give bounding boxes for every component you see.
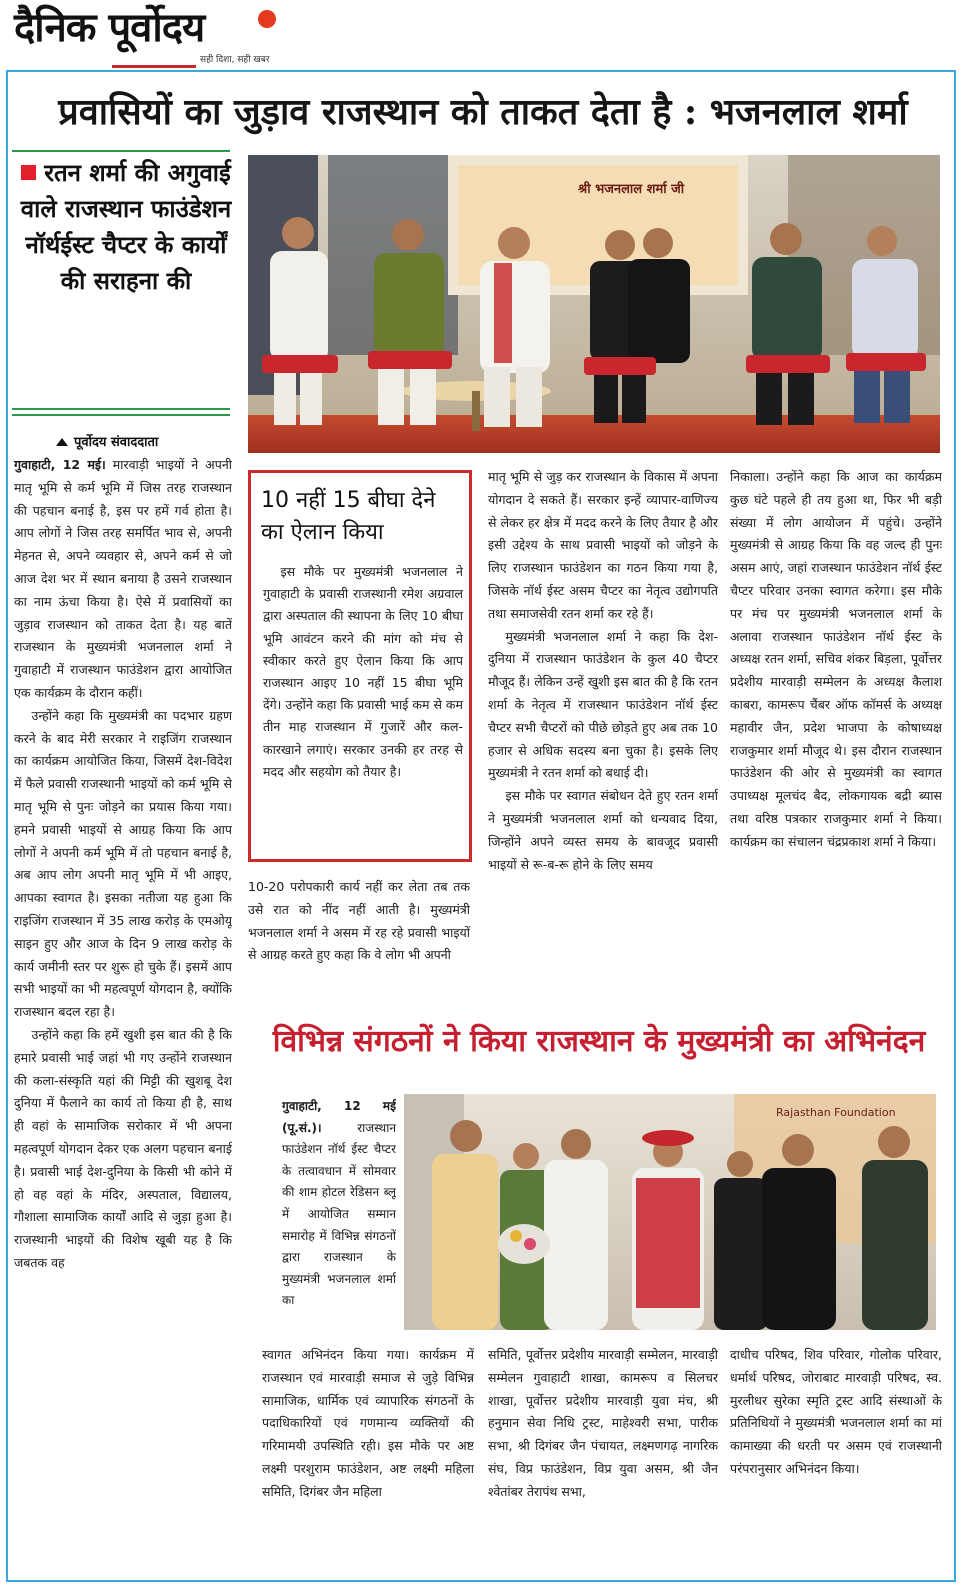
paragraph <box>14 454 232 705</box>
paragraph: इस मौके पर स्वागत संबोधन देते हुए रतन शर्मा ने मुख्यमंत्री भजनलाल शर्मा को धन्यवाद दिया, जिन्होंने अपने व्यस्त समय के बावजूद प्रवासी भाइयों से रू-ब-रू होने के लिए समय <box>488 788 718 872</box>
byline-triangle-icon <box>56 438 68 446</box>
byline-text: पूर्वोदय संवाददाता <box>74 435 159 450</box>
boxed-story <box>248 470 472 862</box>
article2-column-3 <box>730 1344 942 1576</box>
byline <box>56 432 158 450</box>
main-headline: प्रवासियों का जुड़ाव राजस्थान को ताकत देता है : भजनलाल शर्मा <box>58 91 908 133</box>
deck-text: रतन शर्मा की अगुवाई वाले राजस्थान फाउंडेशन नॉर्थईस्ट चैप्टर के कार्यों की सराहना की <box>20 158 232 295</box>
paragraph: 10-20 परोपकारी कार्य नहीं कर लेता तब तक उसे रात को नींद नहीं आती है। मुख्यमंत्री भजनलाल शर्मा ने असम में रह रहे प्रवासी भाइयों से आग्रह करते हुए कहा कि वे लोग भी अपनी <box>248 879 470 963</box>
deck-rule-bottom-2 <box>12 414 230 416</box>
article2-column-1 <box>262 1344 474 1576</box>
paragraph: समिति, पूर्वोत्तर प्रदेशीय मारवाड़ी सम्मेलन, मारवाड़ी सम्मेलन गुवाहाटी शाखा, कामरूप व सिलचर शाखा, पूर्वोत्तर प्रदेशीय मारवाड़ी युवा मंच, श्री हनुमान सेवा निधि ट्रस्ट, माहेश्वरी सभा, पारीक सभा, श्री दिगंबर जैन पंचायत, लक्ष्मणगढ़ नागरिक संघ, विप्र फाउंडेशन, विप्र युवा असम, श्री जैन श्वेतांबर तेरापंथ सभा, <box>488 1347 718 1499</box>
article1-column-2 <box>248 876 470 998</box>
paragraph: इस मौके पर मुख्यमंत्री भजनलाल ने गुवाहाटी के प्रवासी राजस्थानी रमेश अग्रवाल द्वारा अस्पताल की स्थापना के लिए 10 बीघा भूमि आवंटन करने की मांग को मंच से स्वीकार करते हुए ऐलान किया कि आप राजस्थान आइए 10 नहीं 15 बीघा भूमि देंगे। उन्होंने कहा कि प्रवासी भाई कम से कम तीन माह राजस्थान में गुजारें और कल-कारखाने लगाएं। सरकार उनकी हर तरह से मदद और सहयोग को तैयार है। <box>263 564 463 779</box>
felicitation-photo <box>404 1094 936 1330</box>
stage-photo-illustration <box>248 155 940 453</box>
paragraph: स्वागत अभिनंदन किया गया। कार्यक्रम में राजस्थान एवं मारवाड़ी समाज से जुड़े विभिन्न सामाजिक, धार्मिक एवं व्यापारिक संगठनों के पदाधिकारियों एवं गणमान्य व्यक्तियों की गरिमामयी उपस्थिति रही। इस मौके पर अष्ट लक्ष्मी परशुराम फाउंडेशन, अष्ट लक्ष्मी महिला समिति, दिगंबर जैन महिला <box>262 1347 474 1499</box>
deck-rule-top <box>12 150 230 152</box>
boxed-story-text <box>263 561 463 783</box>
newspaper-name: दैनिक पूर्वोदय <box>14 4 205 51</box>
masthead-rule <box>112 65 196 68</box>
article2-intro <box>282 1096 396 1346</box>
paragraph: उन्होंने कहा कि हमें खुशी इस बात की है कि हमारे प्रवासी भाई जहां भी गए उन्होंने राजस्थान की कला-संस्कृति यहां की मिट्टी की खुशबू देश दुनिया में फैलाने का कार्य तो किया ही है, साथ ही वहां के सामाजिक सरोकार में भी अपना महत्वपूर्ण योगदान देकर एक अलग पहचान बनाई है। प्रवासी भाई देश-दुनिया के किसी भी कोने में हो वह वहां के मंदिर, अस्पताल, विद्यालय, गौशाला सामाजिक कार्यों आदि से जुड़ा हुआ है। राजस्थानी भाइयों की विशेष खूबी यह है कि जबतक वह <box>14 1026 232 1270</box>
second-headline: विभिन्न संगठनों ने किया राजस्थान के मुख्यमंत्री का अभिनंदन <box>272 1024 926 1059</box>
boxed-story-title: 10 नहीं 15 बीघा देने का ऐलान किया <box>261 488 436 545</box>
stage-backdrop-text: श्री भजनलाल शर्मा जी <box>578 182 685 197</box>
deck-rule-bottom <box>12 408 230 410</box>
paragraph: उन्होंने कहा कि मुख्यमंत्री का पदभार ग्रहण करने के बाद मेरी सरकार ने राइजिंग राजस्थान का कार्यक्रम आयोजित किया, जिसमें देश-विदेश में फैले प्रवासी राजस्थानी भाइयों को कर्म भूमि से मातृ भूमि से पुनः जोड़ने का प्रयास किया गया। हमने प्रवासी भाइयों से आग्रह किया कि आप लोगों ने अपनी कर्म भूमि में तो पहचान बनाई है, अब आप लोग अपनी मातृ भूमि में भी आइए, आपका स्वागत है। इसका नतीजा यह हुआ कि राइजिंग राजस्थान में 35 लाख करोड़ के एमओयू साइन हुए और आज के दिन 9 लाख करोड़ के कार्य जमीनी स्तर पर शुरू हो चुके हैं। इसमें आप सभी भाइयों का भी महत्वपूर्ण योगदान है, क्योंकि राजस्थान बदल रहा है। <box>14 707 232 1020</box>
felicitation-photo-illustration <box>404 1094 936 1330</box>
article2-dateline: गुवाहाटी, 12 मई (पू.सं.)। <box>282 1099 396 1135</box>
paragraph: निकाला। उन्होंने कहा कि आज का कार्यक्रम कुछ घंटे पहले ही तय हुआ था, फिर भी बड़ी संख्या में लोग आयोजन में पहुंचे। उन्होंने मुख्यमंत्री से आग्रह किया कि वह जल्द ही पुनः असम आएं, जहां राजस्थान फाउंडेशन नॉर्थ ईस्ट चैप्टर परिवार उनका स्वागत करेगा। इस मौके पर मंच पर मुख्यमंत्री भजनलाल शर्मा के अलावा राजस्थान फाउंडेशन नॉर्थ ईस्ट के अध्यक्ष रतन शर्मा, सचिव शंकर बिड़ला, पूर्वोत्तर प्रदेशीय मारवाड़ी सम्मेलन के अध्यक्ष कैलाश काबरा, कामरूप चैंबर ऑफ कॉमर्स के अध्यक्ष महावीर जैन, प्रदेश भाजपा के कोषाध्यक्ष राजकुमार शर्मा मौजूद थे। इस दौरान राजस्थान फाउंडेशन की ओर से मुख्यमंत्री का स्वागत उपाध्यक्ष मूलचंद बैद, लोकगायक बद्री ब्यास तथा वरिष्ठ पत्रकार राजकुमार शर्मा ने किया। कार्यक्रम का संचालन चंद्रप्रकाश शर्मा ने किया। <box>730 469 942 849</box>
article1-column-4 <box>730 466 942 998</box>
paragraph <box>282 1096 396 1312</box>
article-deck <box>12 155 240 299</box>
article2-column-2 <box>488 1344 718 1576</box>
photo-backdrop-text: Rajasthan Foundation <box>776 1106 896 1119</box>
article1-column-1 <box>14 454 232 1574</box>
paragraph-text: राजस्थान फाउंडेशन नॉर्थ ईस्ट चैप्टर के तत्वावधान में सोमवार की शाम होटल रेडिसन ब्लू में आयोजित सम्मान समारोह में विभिन्न संगठनों द्वारा राजस्थान के मुख्यमंत्री भजनलाल शर्मा का <box>282 1120 396 1308</box>
brand-logo-dot <box>258 10 276 28</box>
masthead <box>0 0 962 72</box>
event-stage-photo <box>248 155 940 453</box>
article1-column-3 <box>488 466 718 998</box>
paragraph: दाधीच परिषद, शिव परिवार, गोलोक परिवार, धर्मार्थ परिषद, जोराबाट मारवाड़ी परिषद, स्व. मुरलीधर सुरेका स्मृति ट्रस्ट आदि संस्थाओं के प्रतिनिधियों ने मुख्यमंत्री भजनलाल शर्मा का मां कामाख्या की धरती पर असम एवं राजस्थानी परंपरानुसार अभिनंदन किया। <box>730 1347 942 1476</box>
dateline: गुवाहाटी, 12 मई। <box>14 457 106 472</box>
newspaper-tagline: सही दिशा, सही खबर <box>200 55 270 65</box>
paragraph-text: मारवाड़ी भाइयों ने अपनी मातृ भूमि से कर्म भूमि में जिस तरह राजस्थान की पहचान बनाई है, इस पर हमें गर्व होता है। आप लोगों ने जिस तरह समर्पित भाव से, अपनी मेहनत से, अपने व्यवहार से, अपने कर्म से जो आज देश भर में स्थान बनाया है उसने राजस्थान का नाम ऊंचा किया है। ऐसे में प्रवासियों का जुड़ाव राजस्थान को ताकत देता है। यह बातें राजस्थान के मुख्यमंत्री भजनलाल शर्मा ने गुवाहाटी में राजस्थान फाउंडेशन द्वारा आयोजित एक कार्यक्रम के दौरान कहीं। <box>14 457 232 700</box>
red-square-bullet <box>21 165 36 180</box>
paragraph: मातृ भूमि से जुड़ कर राजस्थान के विकास में अपना योगदान दे सकते हैं। सरकार इन्हें व्यापार-वाणिज्य से लेकर हर क्षेत्र में मदद करने के लिए तैयार है और इसी उद्देश्य के साथ प्रवासी भाइयों को जोड़ने के लिए राजस्थान फाउंडेशन का गठन किया गया है, जिसके नॉर्थ ईस्ट असम चैप्टर का नेतृत्व उद्योगपति तथा समाजसेवी रतन शर्मा कर रहे हैं। <box>488 469 718 621</box>
paragraph: मुख्यमंत्री भजनलाल शर्मा ने कहा कि देश-दुनिया में राजस्थान फाउंडेशन के कुल 40 चैप्टर मौजूद हैं। लेकिन उन्हें खुशी इस बात की है कि रतन शर्मा के नेतृत्व में राजस्थान फाउंडेशन नॉर्थ ईस्ट चैप्टर सभी चैप्टरों को पीछे छोड़ते हुए अब तक 10 हजार से अधिक सदस्य बना चुका है। इसके लिए मुख्यमंत्री ने रतन शर्मा को बधाई दी। <box>488 628 718 781</box>
